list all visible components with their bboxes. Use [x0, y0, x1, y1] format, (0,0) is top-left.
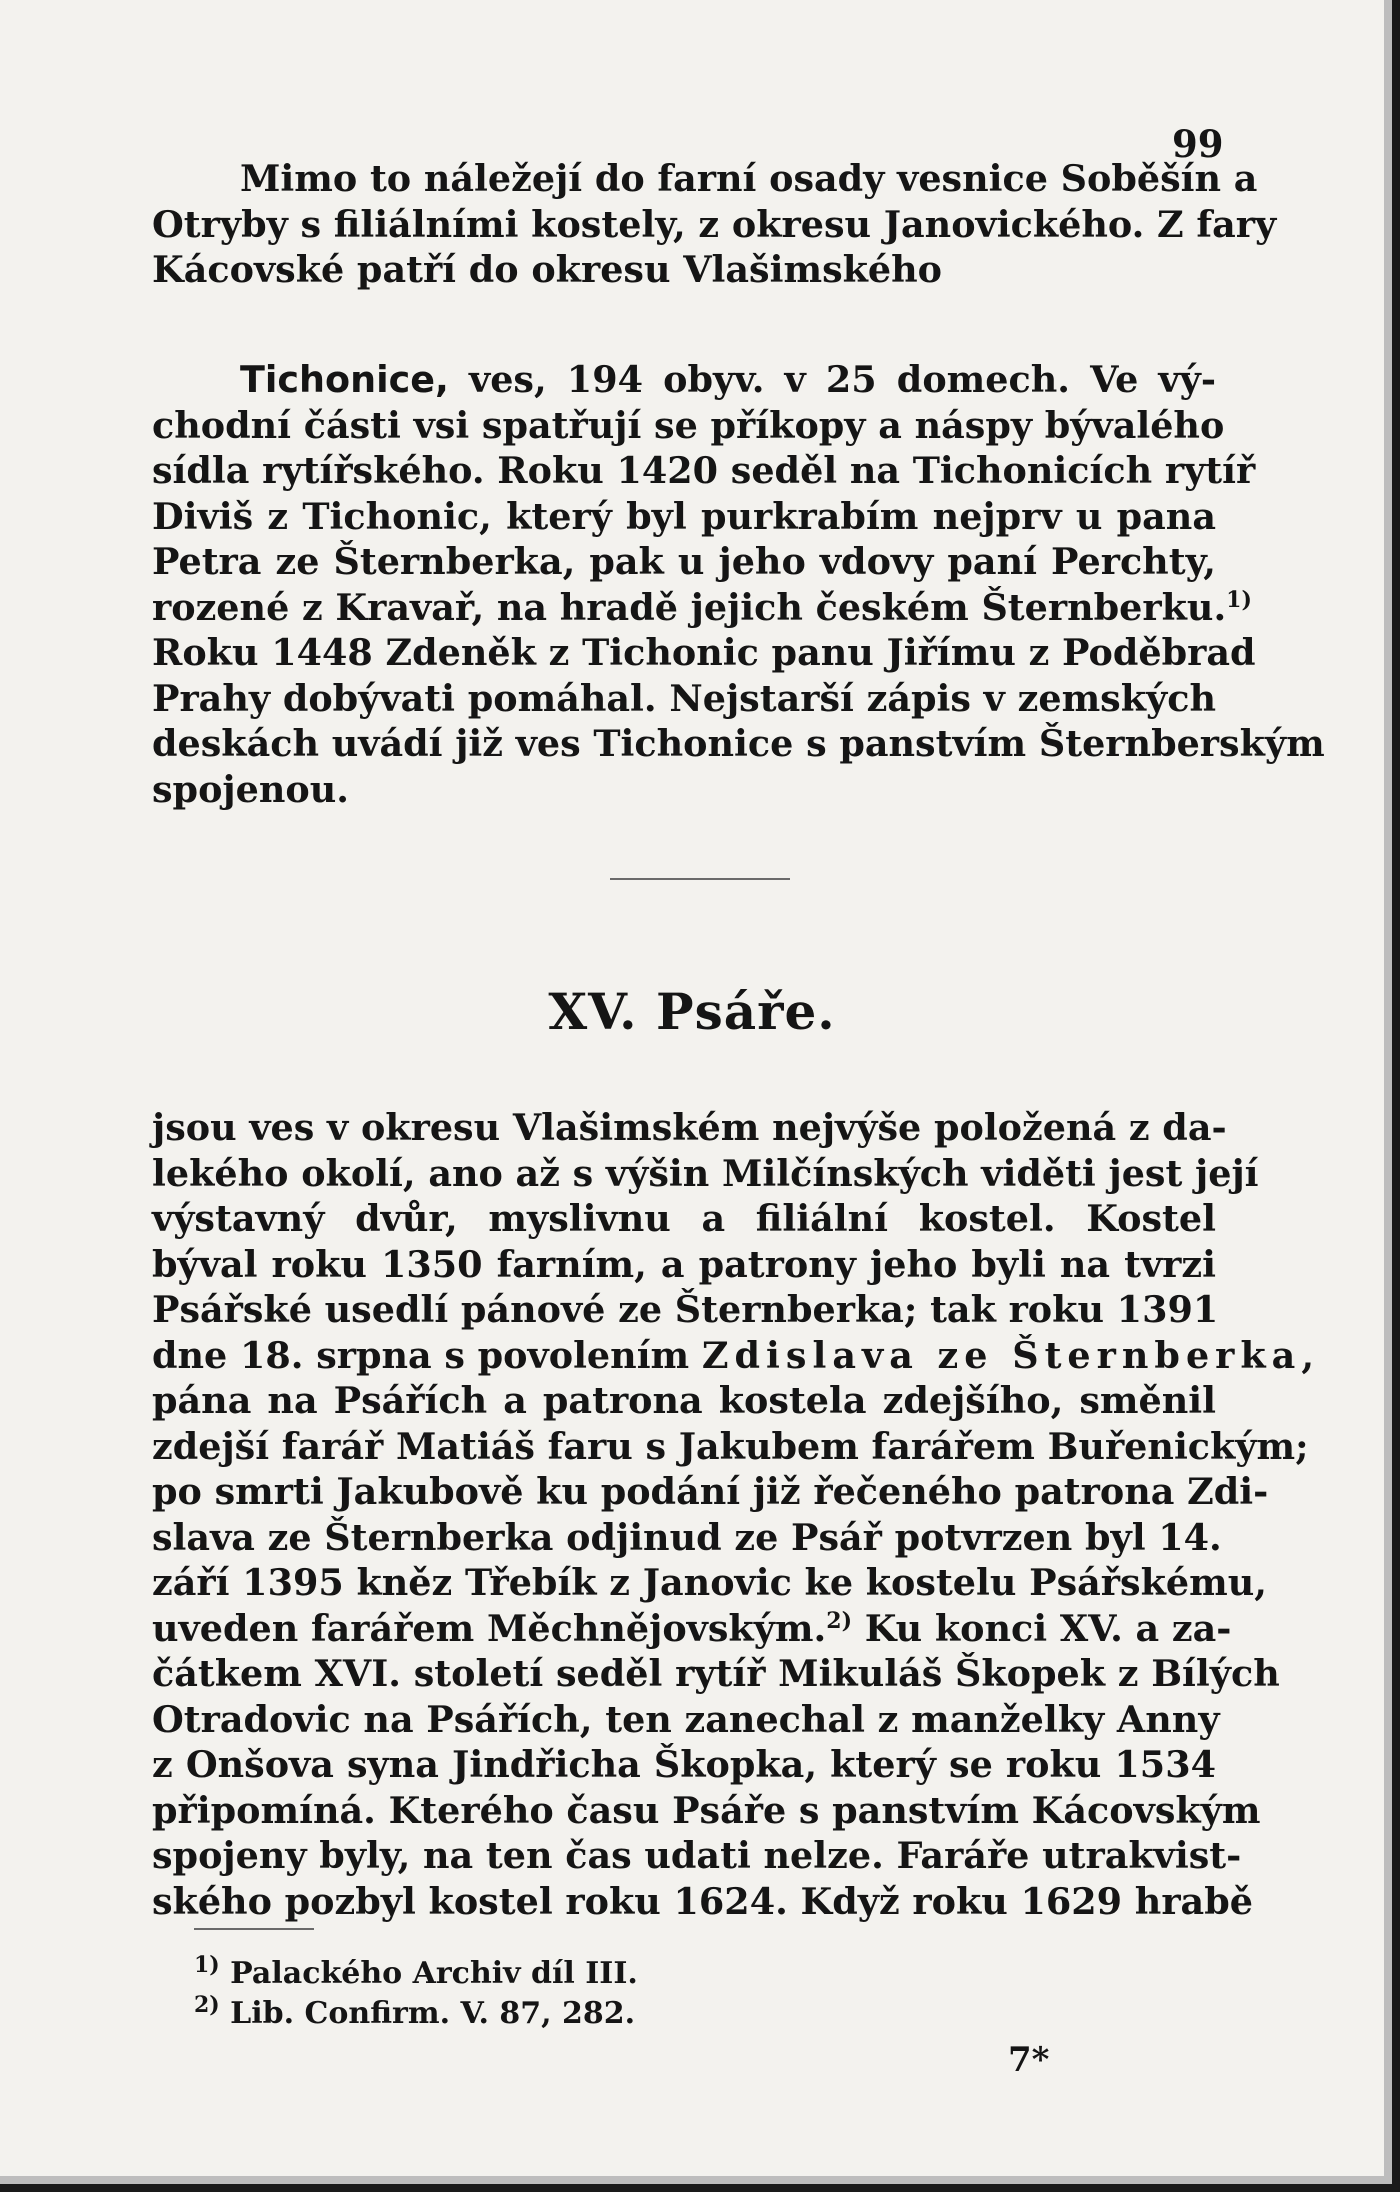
text-line: čátkem XVI. století seděl rytíř Mikuláš Škopek z Bílých [152, 1652, 1280, 1695]
paragraph-parish [152, 156, 1277, 293]
text-fragment: ves, 194 obyv. v 25 domech. Ve vý- [448, 358, 1216, 401]
footnote-reference: 2) [826, 1607, 852, 1634]
text-line: deskách uvádí již ves Tichonice s panstvím Šternberským [152, 722, 1325, 765]
text-line: sídla rytířského. Roku 1420 seděl na Tichonicích rytíř [152, 449, 1256, 492]
text-line: z Onšova syna Jindřicha Škopka, který se roku 1534 [152, 1743, 1216, 1786]
text-line [152, 1333, 1321, 1379]
footnote [194, 1994, 638, 2034]
footnote-marker: 2) [194, 1992, 220, 2018]
chapter-heading: XV. Psáře. [548, 982, 836, 1041]
text-line: po smrti Jakubově ku podání již řečeného patrona Zdi- [152, 1470, 1269, 1513]
text-line: zdejší farář Matiáš faru s Jakubem farářem Buřenickým; [152, 1424, 1309, 1468]
text-fragment: Ku konci XV. a za- [851, 1606, 1232, 1650]
text-fragment: dne 18. srpna s povolením [152, 1333, 702, 1377]
text-line: Otradovic na Psářích, ten zanechal z manželky Anny [152, 1697, 1220, 1741]
footnote-divider [194, 1928, 314, 1930]
text-line: Otryby s filiálními kostely, z okresu Janovického. Z fary [152, 202, 1277, 246]
footnote-reference: 1) [1226, 586, 1252, 613]
text-line: září 1395 kněz Třebík z Janovic ke kostelu Psářskému, [152, 1561, 1267, 1604]
text-line: Roku 1448 Zdeněk z Tichonic panu Jiřímu z Poděbrad [152, 631, 1256, 674]
text-line: chodní části vsi spatřují se příkopy a náspy bývalého [152, 403, 1225, 447]
text-line: Mimo to náležejí do farní osady vesnice Soběšín a [240, 157, 1258, 200]
text-line [152, 585, 1252, 631]
section-divider [610, 878, 790, 880]
text-line: Petra ze Šternberka, pak u jeho vdovy paní Perchty, [152, 540, 1216, 583]
text-line [152, 1606, 1232, 1652]
text-line: Psářské usedlí pánové ze Šternberka; tak roku 1391 [152, 1288, 1219, 1331]
footnote-text: Lib. Confirm. V. 87, 282. [230, 1996, 636, 2031]
footnotes [194, 1954, 638, 2034]
text-line: ského pozbyl kostel roku 1624. Když roku 1629 hrabě [152, 1879, 1253, 1923]
text-line: Diviš z Tichonic, který byl purkrabím nejprv u pana [152, 494, 1216, 538]
footnote-text: Palackého Archiv díl III. [230, 1956, 638, 1991]
text-line: jsou ves v okresu Vlašimském nejvýše položená z da- [152, 1106, 1227, 1149]
paragraph-tichonice [152, 357, 1325, 812]
text-line: lekého okolí, ano až s výšin Milčínských viděti jest její [152, 1151, 1259, 1195]
text-fragment: rozené z Kravař, na hradě jejich českém Šternberku. [152, 585, 1227, 629]
paragraph-psare [152, 1105, 1321, 1924]
text-line: výstavný dvůr, myslivnu a filiální kostel. Kostel [152, 1197, 1216, 1240]
text-fragment: uveden farářem Měchnějovským. [152, 1606, 827, 1650]
signature-mark: 7* [1008, 2040, 1050, 2080]
text-line: býval roku 1350 farním, a patrony jeho byli na tvrzi [152, 1242, 1216, 1286]
text-line [152, 357, 1216, 403]
footnote [194, 1954, 638, 1994]
text-line: pána na Psářích a patrona kostela zdejšího, směnil [152, 1379, 1216, 1422]
footnote-marker: 1) [194, 1952, 220, 1978]
text-line: Kácovské patří do okresu Vlašimského [152, 248, 943, 291]
emphasized-name: Zdislava ze Šternberka, [701, 1333, 1321, 1377]
place-name: Tichonice, [240, 358, 449, 401]
text-line: slava ze Šternberka odjinud ze Psář potvrzen byl 14. [152, 1515, 1222, 1559]
text-line: připomíná. Kterého času Psáře s panstvím Kácovským [152, 1788, 1261, 1832]
text-line: spojenou. [152, 767, 349, 811]
text-line: spojeny byly, na ten čas udati nelze. Faráře utrakvist- [152, 1834, 1242, 1877]
text-line: Prahy dobývati pomáhal. Nejstarší zápis v zemských [152, 676, 1216, 720]
page-number: 99 [1172, 122, 1224, 166]
